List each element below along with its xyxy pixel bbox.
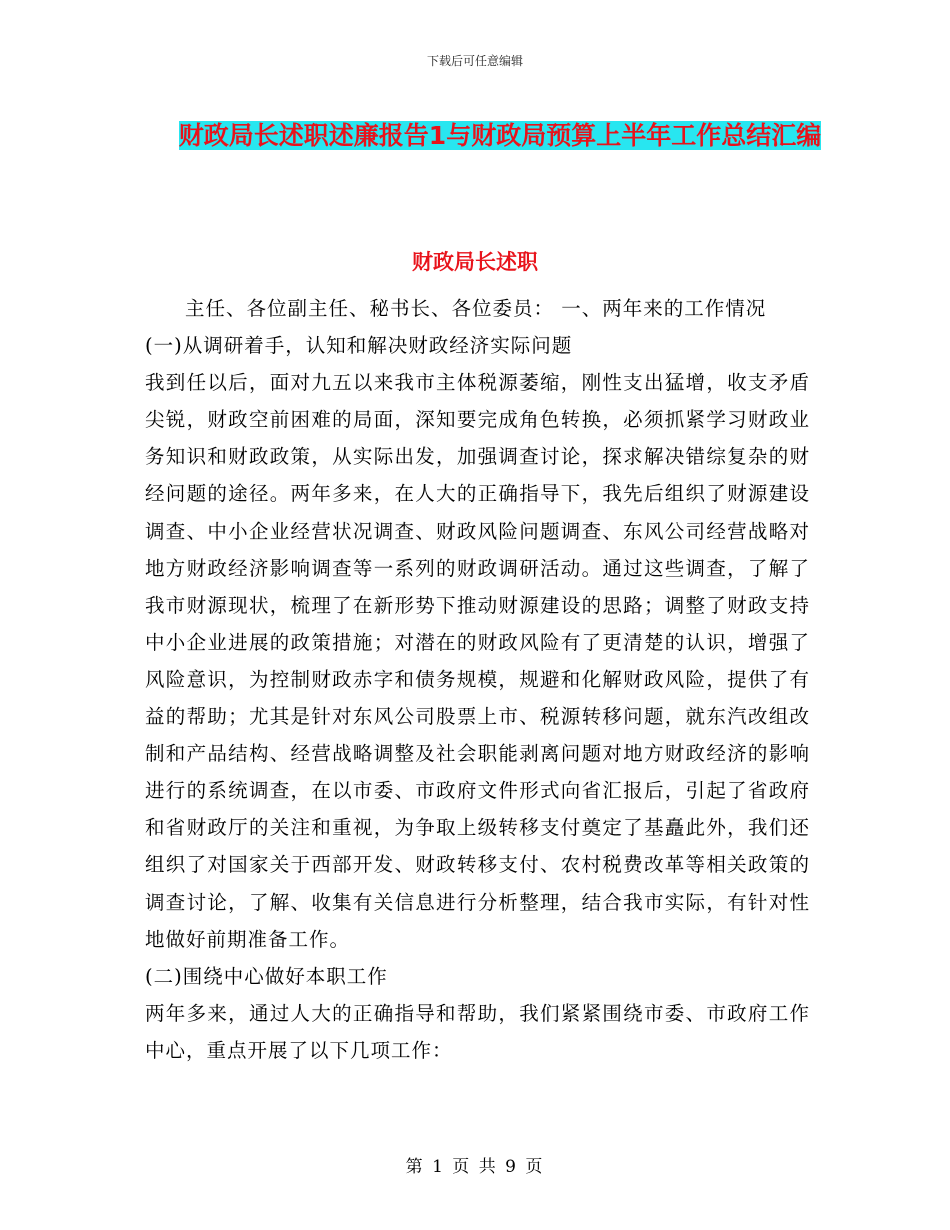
page-footer: [0, 1152, 950, 1177]
footer-page-number: 1: [432, 1157, 445, 1177]
footer-total-unit: 页: [525, 1157, 545, 1177]
section-title: 财政局长述职: [412, 250, 538, 274]
paragraph-opening: 主任、各位副主任、秘书长、各位委员： 一、两年来的工作情况: [185, 297, 767, 320]
footer-page-unit: 页: [452, 1157, 472, 1177]
paragraph-heading-2: (二)围绕中心做好本职工作: [145, 964, 388, 988]
footer-page-label: 第: [405, 1157, 425, 1177]
document-body: [145, 290, 810, 1069]
footer-total-label: 共: [478, 1157, 498, 1177]
document-title: [150, 108, 850, 164]
document-title-text: 财政局长述职述廉报告1与财政局预算上半年工作总结汇编: [178, 121, 822, 150]
footer-total-number: 9: [505, 1157, 518, 1177]
paragraph-body-2: 两年多来，通过人大的正确指导和帮助，我们紧紧围绕市委、市政府工作中心，重点开展了以下几项工作：: [145, 1001, 810, 1062]
paragraph-body-1: 我到任以后，面对九五以来我市主体税源萎缩，刚性支出猛增，收支矛盾尖锐，财政空前困难的局面，深知要完成角色转换，必须抓紧学习财政业务知识和财政政策，从实际出发，加强调查讨论，探求解决错综复杂的财经问题的途径。两年多来，在人大的正确指导下，我先后组织了财源建设调查、中小企业经营状况调查、财政风险问题调查、东风公司经营战略对地方财政经济影响调查等一系列的财政调研活动。通过这些调查，了解了我市财源现状，梳理了在新形势下推动财源建设的思路；调整了财政支持中小企业进展的政策措施；对潜在的财政风险有了更清楚的认识，增强了风险意识，为控制财政赤字和债务规模，规避和化解财政风险，提供了有益的帮助；尤其是针对东风公司股票上市、税源转移问题，就东汽改组改制和产品结构、经营战略调整及社会职能剥离问题对地方财政经济的影响进行的系统调查，在以市委、市政府文件形式向省汇报后，引起了省政府和省财政厅的关注和重视，为争取上级转移支付奠定了基矗此外，我们还组织了对国家关于西部开发、财政转移支付、农村税费改革等相关政策的调查讨论，了解、收集有关信息进行分析整理，结合我市实际，有针对性地做好前期准备工作。: [145, 371, 810, 951]
paragraph-heading-1: (一)从调研着手，认知和解决财政经济实际问题: [145, 334, 573, 358]
page-header: 下载后可任意编辑: [426, 54, 523, 68]
